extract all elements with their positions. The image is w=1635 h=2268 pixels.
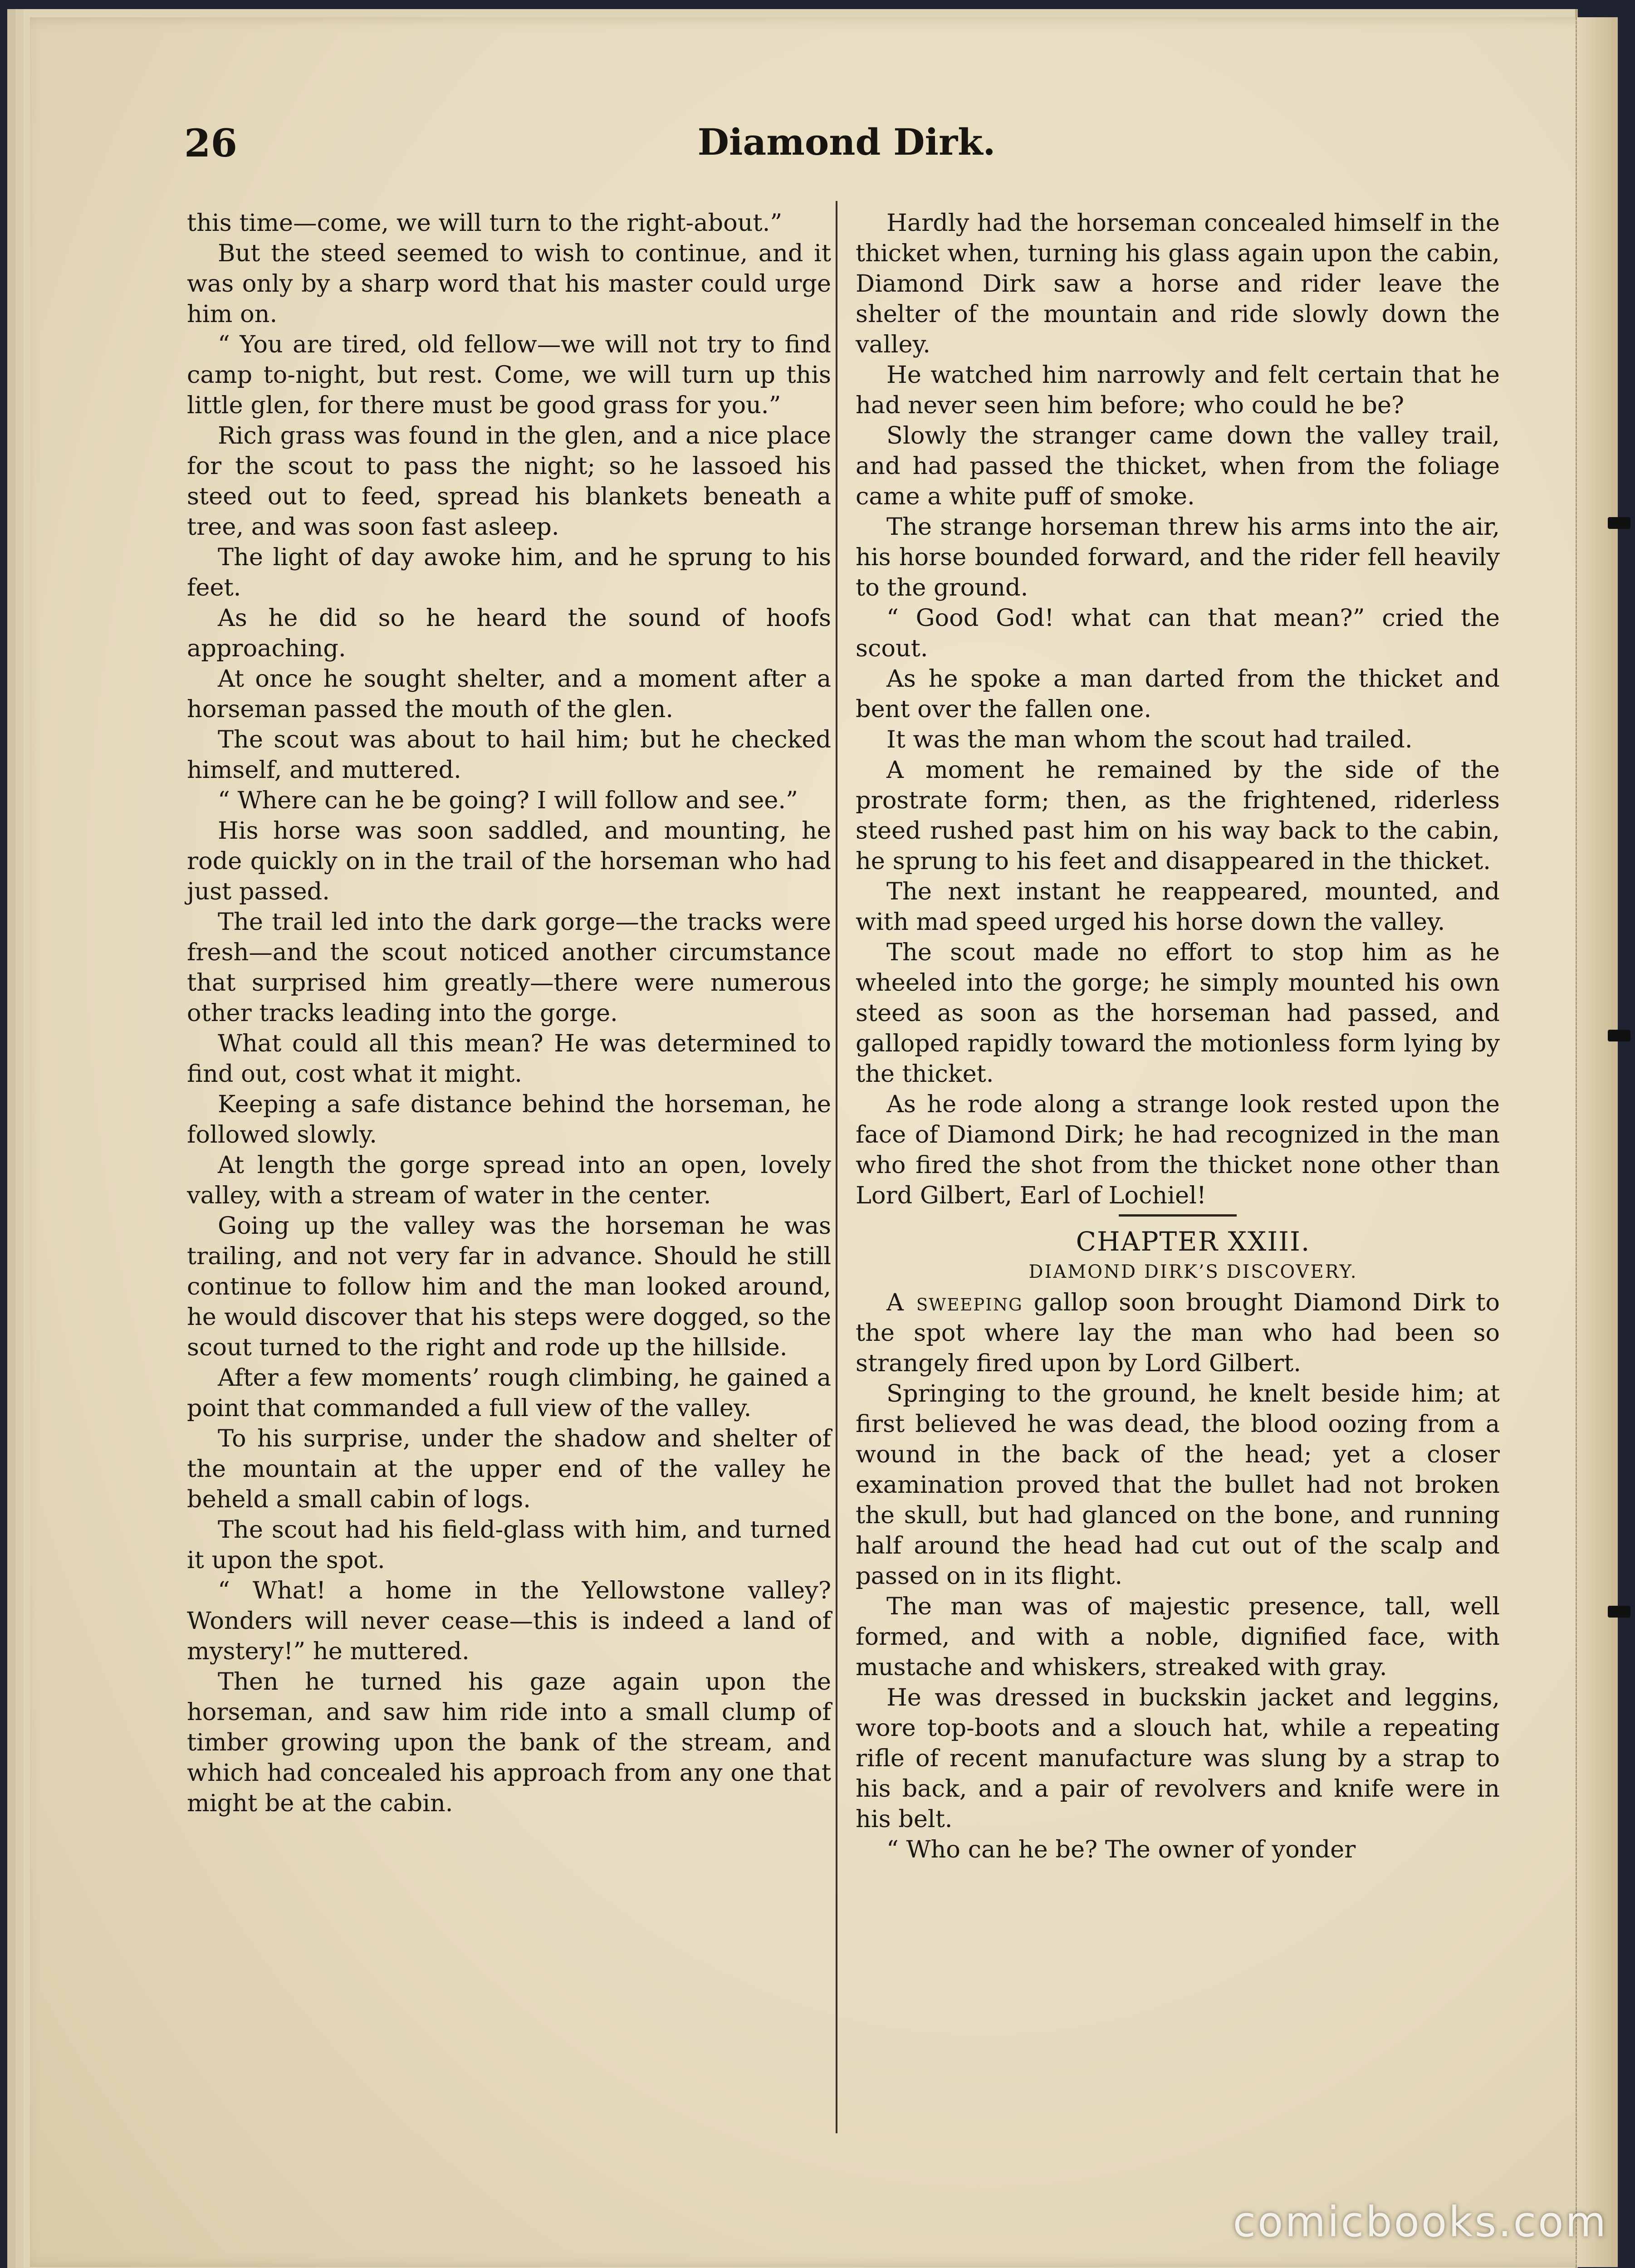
binding-tab [1608, 1606, 1630, 1618]
paragraph: As he rode along a strange look rested upon the face of Diamond Dirk; he had recognized in the man who fired the shot from the thicket none other than Lord Gilbert, Earl of Lochiel! [856, 1090, 1500, 1209]
right-column [856, 208, 1500, 1865]
paragraph: The strange horseman threw his arms into the air, his horse bounded forward, and the rider fell heavily to the ground. [856, 513, 1500, 601]
paragraph: “ Where can he be going? I will follow and see.” [218, 787, 798, 814]
paragraph: “ Good God! what can that mean?” cried the scout. [856, 604, 1500, 662]
paragraph: The next instant he reappeared, mounted, and with mad speed urged his horse down the valley. [856, 878, 1500, 936]
paragraph: The scout made no effort to stop him as he wheeled into the gorge; he simply mounted his own steed as soon as the horseman had passed, and galloped rapidly toward the motionless form lying by the thicket. [856, 938, 1500, 1088]
paragraph: He watched him narrowly and felt certain that he had never seen him before; who could he be? [856, 361, 1500, 419]
opening-smallcaps: A sweeping [886, 1289, 1023, 1316]
paragraph: The trail led into the dark gorge—the tracks were fresh—and the scout noticed another circumstance that surprised him greatly—there were numerous other tracks leading into the gorge. [187, 908, 831, 1027]
paragraph: Then he turned his gaze again upon the horseman, and saw him ride into a small clump of timber growing upon the bank of the stream, and which had concealed his approach from any one that might be at the cabin. [187, 1668, 831, 1817]
paragraph: As he spoke a man darted from the thicket and bent over the fallen one. [856, 665, 1500, 723]
watermark: comicbooks.com [1233, 2198, 1608, 2246]
chapter-subtitle: DIAMOND DIRK’S DISCOVERY. [1028, 1261, 1358, 1282]
paragraph: this time—come, we will turn to the right-about.” [187, 209, 783, 237]
paragraph: Keeping a safe distance behind the horseman, he followed slowly. [187, 1090, 831, 1149]
paragraph: Hardly had the horseman concealed himself in the thicket when, turning his glass again upon the cabin, Diamond Dirk saw a horse and rider leave the shelter of the mountain and ride slowly down the valley. [856, 209, 1500, 358]
paragraph: At once he sought shelter, and a moment after a horseman passed the mouth of the glen. [187, 665, 831, 723]
paragraph: The scout was about to hail him; but he checked himself, and muttered. [187, 726, 831, 784]
paragraph: The light of day awoke him, and he sprung to his feet. [187, 543, 831, 601]
paragraph: He was dressed in buckskin jacket and leggins, wore top-boots and a slouch hat, while a repeating rifle of recent manufacture was slung by a strap to his back, and a pair of revolvers and knife were in his belt. [856, 1684, 1500, 1833]
column-divider [836, 201, 837, 2133]
paragraph: Going up the valley was the horseman he was trailing, and not very far in advance. Should he still continue to follow him and the man looked around, he would discover that his steps were dogged, so the scout turned to the right and rode up the hillside. [187, 1212, 831, 1361]
paragraph: As he did so he heard the sound of hoofs approaching. [187, 604, 831, 662]
paragraph: “ Who can he be? The owner of yonder [886, 1836, 1356, 1863]
page-fore-edge [1576, 17, 1618, 2267]
opening-rest: gallop soon brought Diamond Dirk to the spot where lay the man who had been so strangely fired upon by Lord Gilbert. [856, 1289, 1500, 1377]
paragraph: At length the gorge spread into an open, lovely valley, with a stream of water in the center. [187, 1151, 831, 1209]
paragraph: “ What! a home in the Yellowstone valley? Wonders will never cease—this is indeed a land of mystery!” he muttered. [187, 1577, 831, 1665]
binding-tab [1608, 1030, 1630, 1041]
left-column [187, 208, 831, 1818]
paragraph: After a few moments’ rough climbing, he gained a point that commanded a full view of the valley. [187, 1364, 831, 1422]
binding-tab [1608, 517, 1630, 529]
paragraph: Springing to the ground, he knelt beside him; at first believed he was dead, the blood oozing from a wound in the back of the head; yet a closer examination proved that the bullet had not broken the skull, but had glanced on the bone, and running half around the head had cut out of the scalp and passed on in its flight. [856, 1380, 1500, 1590]
chapter-rule [1119, 1214, 1237, 1217]
paragraph: Rich grass was found in the glen, and a nice place for the scout to pass the night; so he lassoed his steed out to feed, spread his blankets beneath a tree, and was soon fast asleep. [187, 422, 831, 541]
paragraph: It was the man whom the scout had trailed. [886, 726, 1413, 753]
paragraph: Slowly the stranger came down the valley trail, and had passed the thicket, when from the foliage came a white puff of smoke. [856, 422, 1500, 510]
paragraph: “ You are tired, old fellow—we will not try to find camp to-night, but rest. Come, we will turn up this little glen, for there must be good grass for you.” [187, 331, 831, 419]
paragraph: The man was of majestic presence, tall, well formed, and with a noble, dignified face, with mustache and whiskers, streaked with gray. [856, 1593, 1500, 1681]
paragraph: His horse was soon saddled, and mounting, he rode quickly on in the trail of the horseman who had just passed. [187, 817, 831, 905]
paragraph: A moment he remained by the side of the prostrate form; then, as the frightened, riderless steed rushed past him on his way back to the cabin, he sprung to his feet and disappeared in the thicket. [856, 756, 1500, 875]
running-title: Diamond Dirk. [697, 121, 996, 163]
paragraph: To his surprise, under the shadow and shelter of the mountain at the upper end of the valley he beheld a small cabin of logs. [187, 1425, 831, 1513]
page-number: 26 [184, 121, 237, 166]
chapter-title: CHAPTER XXIII. [1076, 1226, 1311, 1257]
chapter-opening-paragraph [856, 1287, 1500, 1378]
paragraph: What could all this mean? He was determined to find out, cost what it might. [187, 1030, 831, 1088]
paragraph: But the steed seemed to wish to continue, and it was only by a sharp word that his master could urge him on. [187, 240, 831, 328]
book-page [30, 17, 1618, 2267]
paragraph: The scout had his field-glass with him, and turned it upon the spot. [187, 1516, 831, 1574]
